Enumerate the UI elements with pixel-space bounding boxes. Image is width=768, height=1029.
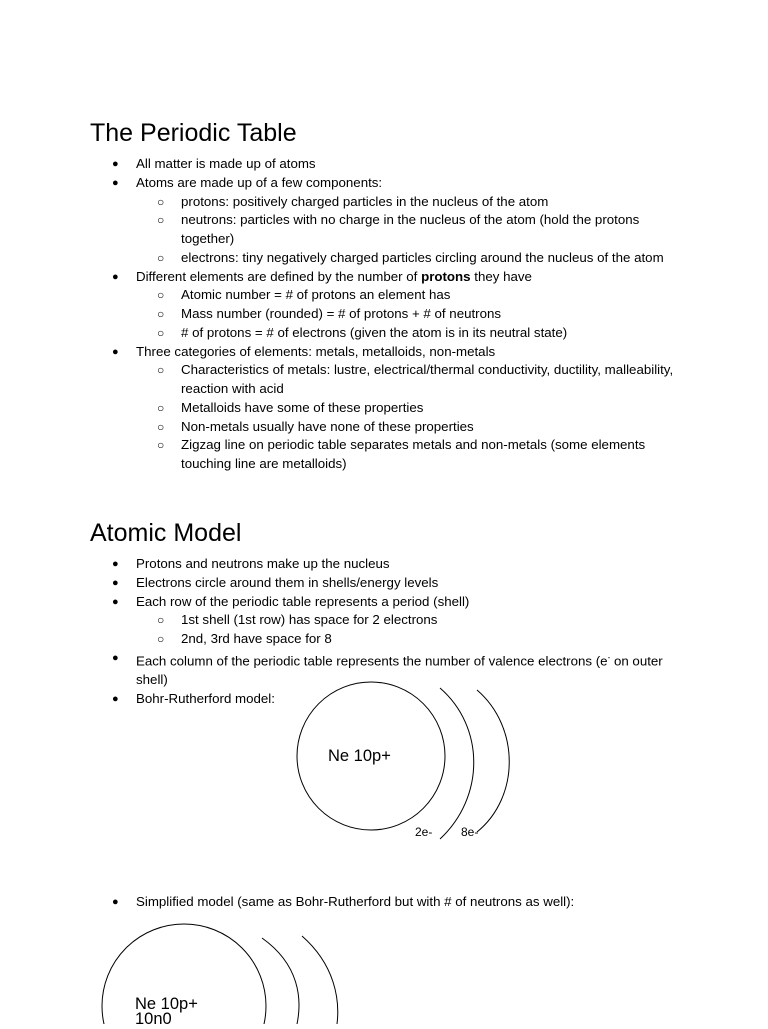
list-item-text: neutrons: particles with no charge in the nucleus of the atom (hold the protons together) <box>181 212 640 246</box>
list-item <box>0 361 768 399</box>
sub-bullet-icon: ○ <box>157 325 165 340</box>
list-item-text: Zigzag line on periodic table separates metals and non-metals (some elements touching line are metalloids) <box>181 437 646 471</box>
list-item-text: Metalloids have some of these properties <box>181 399 424 415</box>
list-item <box>0 155 768 174</box>
bullet-icon: ● <box>112 576 119 589</box>
simplified-model-list <box>0 893 768 912</box>
sub-bullet-icon: ○ <box>157 613 165 628</box>
list-item <box>0 399 768 418</box>
bullet-icon: ● <box>112 896 119 908</box>
bullet-icon: ● <box>112 158 119 170</box>
list-item-text: 1st shell (1st row) has space for 2 electrons <box>181 612 438 628</box>
bullet-icon: ● <box>112 558 119 570</box>
list-item-text: protons: positively charged particles in the nucleus of the atom <box>181 193 549 209</box>
list-item <box>0 611 768 630</box>
list-item-text: Simplified model (same as Bohr-Rutherford but with # of neutrons as well): <box>136 894 575 909</box>
list-item-text: they have <box>470 268 532 284</box>
simplified-outer-shell-arc <box>302 936 338 1024</box>
sub-bullet-icon: ○ <box>157 438 165 453</box>
list-item <box>0 893 768 912</box>
list-item <box>0 555 768 574</box>
list-item-text: Bohr-Rutherford model: <box>136 690 275 706</box>
list-item <box>0 286 768 305</box>
list-item <box>0 174 768 193</box>
list-item-superscript: - <box>607 652 611 662</box>
sub-bullet-icon: ○ <box>157 419 165 434</box>
list-item-text: Protons and neutrons make up the nucleus <box>136 556 390 571</box>
bullet-icon: ● <box>112 692 119 705</box>
bullet-icon: ● <box>112 651 119 664</box>
sub-bullet-icon: ○ <box>157 363 165 378</box>
list-item <box>0 305 768 324</box>
bohr-rutherford-diagram <box>280 672 530 847</box>
list-item-bold-text: protons <box>421 268 471 284</box>
list-item-text: # of protons = # of electrons (given the atom is in its neutral state) <box>181 324 568 340</box>
outer-shell-arc <box>477 690 509 832</box>
sub-bullet-icon: ○ <box>157 307 165 321</box>
list-item-text: on outer shell) <box>136 653 663 687</box>
list-item <box>0 268 768 287</box>
sub-bullet-icon: ○ <box>157 632 165 646</box>
list-item <box>0 324 768 343</box>
list-item-text: Mass number (rounded) = # of protons + # of neutrons <box>181 306 502 321</box>
list-item-text: Electrons circle around them in shells/energy levels <box>136 574 439 590</box>
sub-bullet-icon: ○ <box>157 213 165 228</box>
list-item-text: Each column of the periodic table represents the number of valence electrons (e <box>136 653 608 669</box>
sub-bullet-icon: ○ <box>157 194 165 209</box>
list-item-text: Non-metals usually have none of these properties <box>181 418 474 434</box>
list-item-text: Each row of the periodic table represents a period (shell) <box>136 593 470 609</box>
list-item <box>0 343 768 362</box>
list-item <box>0 630 768 649</box>
list-item-text: Different elements are defined by the number of <box>136 268 422 284</box>
list-item-text: Three categories of elements: metals, metalloids, non-metals <box>136 343 496 359</box>
bullet-icon: ● <box>112 176 119 189</box>
list-item-text: Characteristics of metals: lustre, electrical/thermal conductivity, ductility, malleability, reaction with acid <box>181 362 674 396</box>
list-item <box>0 436 768 474</box>
simplified-nucleus-label-1: Ne 10p+ <box>135 995 198 1013</box>
periodic-table-list <box>0 155 768 474</box>
simplified-model-diagram <box>95 920 355 1024</box>
sub-bullet-icon: ○ <box>157 288 165 303</box>
section-title-atomic-model: Atomic Model <box>90 519 242 547</box>
nucleus-label: Ne 10p+ <box>328 747 391 765</box>
list-item-text: Atomic number = # of protons an element has <box>181 287 451 303</box>
list-item <box>0 211 768 249</box>
bullet-icon: ● <box>112 595 119 608</box>
simplified-inner-shell-arc <box>262 938 299 1024</box>
list-item-text: 2nd, 3rd have space for 8 <box>181 631 332 646</box>
bullet-icon: ● <box>112 270 119 283</box>
inner-shell-label: 2e- <box>415 825 433 839</box>
section-title-periodic-table: The Periodic Table <box>90 119 297 147</box>
list-item <box>0 593 768 612</box>
list-item <box>0 249 768 268</box>
list-item <box>0 193 768 212</box>
list-item-text: electrons: tiny negatively charged particles circling around the nucleus of the atom <box>181 249 664 265</box>
sub-bullet-icon: ○ <box>157 250 165 265</box>
list-item-text: Atoms are made up of a few components: <box>136 174 383 190</box>
bullet-icon: ● <box>112 345 119 358</box>
outer-shell-label: 8e- <box>461 825 479 839</box>
sub-bullet-icon: ○ <box>157 400 165 415</box>
simplified-nucleus-label-2: 10n0 <box>135 1010 172 1024</box>
list-item <box>0 418 768 437</box>
list-item-text: All matter is made up of atoms <box>136 156 316 171</box>
list-item <box>0 574 768 593</box>
